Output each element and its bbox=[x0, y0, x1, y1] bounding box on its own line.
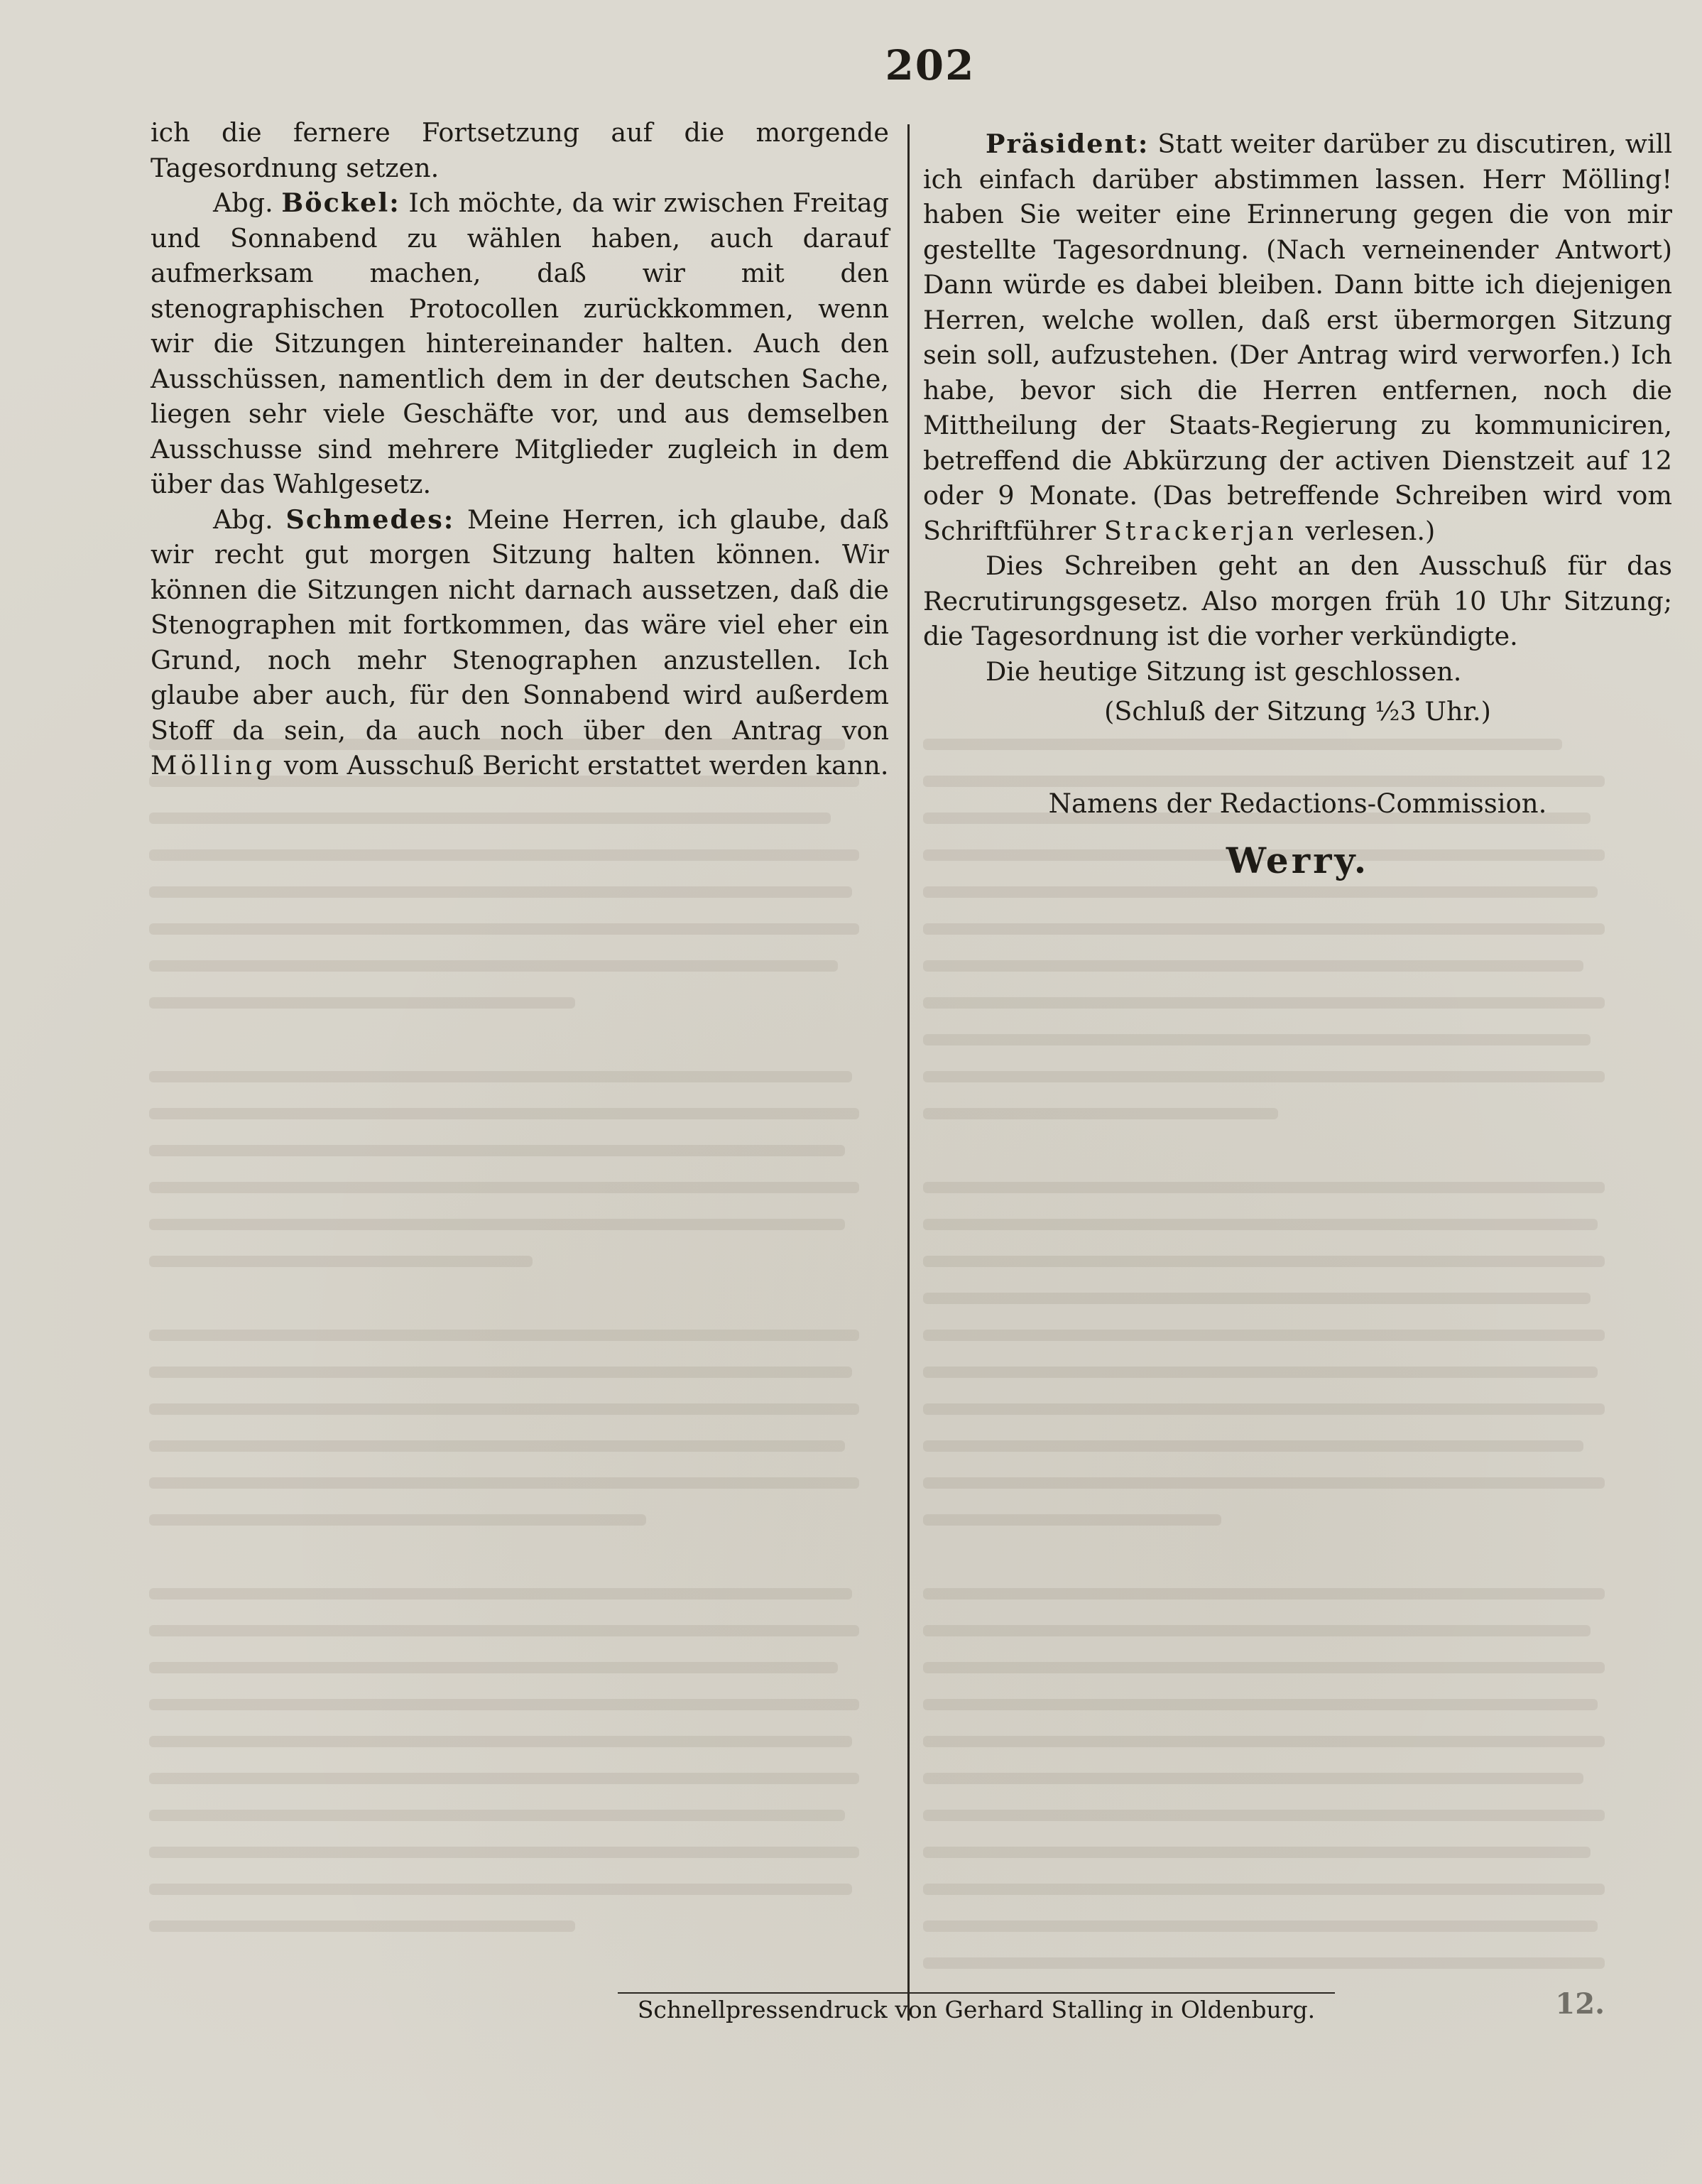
paragraph-praesident bbox=[923, 126, 1672, 548]
paragraph-schmedes bbox=[151, 502, 889, 783]
bleed-through-text bbox=[149, 739, 1605, 2053]
mentioned-name: Mölling bbox=[151, 750, 276, 781]
speech-text: vom Ausschuß Bericht erstattet werden kann. bbox=[283, 750, 889, 781]
speech-text: Statt weiter darüber zu discutiren, will ich einfach darüber abstimmen lassen. Herr Mölling! haben Sie weiter eine Erinnerung gegen die von mir gestellte Tagesordnung. (Nach verneinender Antwort) Dann würde es dabei bleiben. Dann bitte ich diejenigen Herren, welche wollen, daß erst übermorgen Sitzung sein soll, aufzustehen. (Der Antrag wird verworfen.) Ich habe, bevor sich die Herren entfernen, noch die Mittheilung der Staats-Regierung zu kommuniciren, betreffend die Abkürzung der activen Dienstzeit auf 12 oder 9 Monate. (Das betreffende Schreiben wird vom Schriftführer bbox=[923, 129, 1673, 546]
speaker-prefix: Abg. bbox=[213, 188, 273, 218]
left-column bbox=[151, 115, 889, 783]
paragraph-closing-statement: Die heutige Sitzung ist geschlossen. bbox=[986, 656, 1462, 687]
editor-signature: Werry. bbox=[1226, 840, 1370, 881]
speech-text: verlesen.) bbox=[1305, 515, 1436, 546]
column-divider bbox=[907, 124, 910, 2021]
session-closing-time: (Schluß der Sitzung ½3 Uhr.) bbox=[1104, 696, 1491, 727]
right-column bbox=[923, 126, 1672, 689]
mentioned-name: Strackerjan bbox=[1103, 515, 1297, 546]
printer-imprint: Schnellpressendruck von Gerhard Stalling in Oldenburg. bbox=[637, 1996, 1316, 2023]
imprint-rule bbox=[618, 1992, 1335, 1994]
speech-text: Ich möchte, da wir zwischen Freitag und Sonnabend zu wählen haben, auch darauf aufmerksam machen, daß wir mit den stenographischen Protocollen zurückkommen, wenn wir die Sitzungen hintereinander halten. Auch den Ausschüssen, namentlich dem in der deutschen Sache, liegen sehr viele Geschäfte vor, und aus demselben Ausschusse sind mehrere Mitglieder zugleich in dem über das Wahlgesetz. bbox=[151, 188, 889, 499]
page-number: 202 bbox=[885, 41, 976, 89]
speaker-name: Böckel: bbox=[281, 188, 400, 218]
speaker-prefix: Abg. bbox=[213, 504, 273, 535]
paragraph-announcement: Dies Schreiben geht an den Ausschuß für das Recrutirungsgesetz. Also morgen früh 10 Uhr Sitzung; die Tagesordnung ist die vorher verkündigte. bbox=[923, 550, 1672, 651]
sheet-signature: 12. bbox=[1555, 1987, 1605, 2021]
speaker-name: Schmedes: bbox=[285, 504, 455, 535]
paragraph-boeckel bbox=[151, 185, 889, 502]
paragraph-continuation: ich die fernere Fortsetzung auf die morgende Tagesordnung setzen. bbox=[151, 117, 889, 183]
speech-text: Meine Herren, ich glaube, daß wir recht gut morgen Sitzung halten können. Wir können die Sitzungen nicht darnach aussetzen, daß die Stenographen mit fortkommen, das wäre viel eher ein Grund, noch mehr Stenographen anzustellen. Ich glaube aber auch, für den Sonnabend wird außerdem Stoff da sein, da auch noch über den Antrag von bbox=[151, 504, 889, 746]
speaker-name: Präsident: bbox=[986, 129, 1150, 159]
commission-line: Namens der Redactions-Commission. bbox=[1048, 788, 1547, 819]
